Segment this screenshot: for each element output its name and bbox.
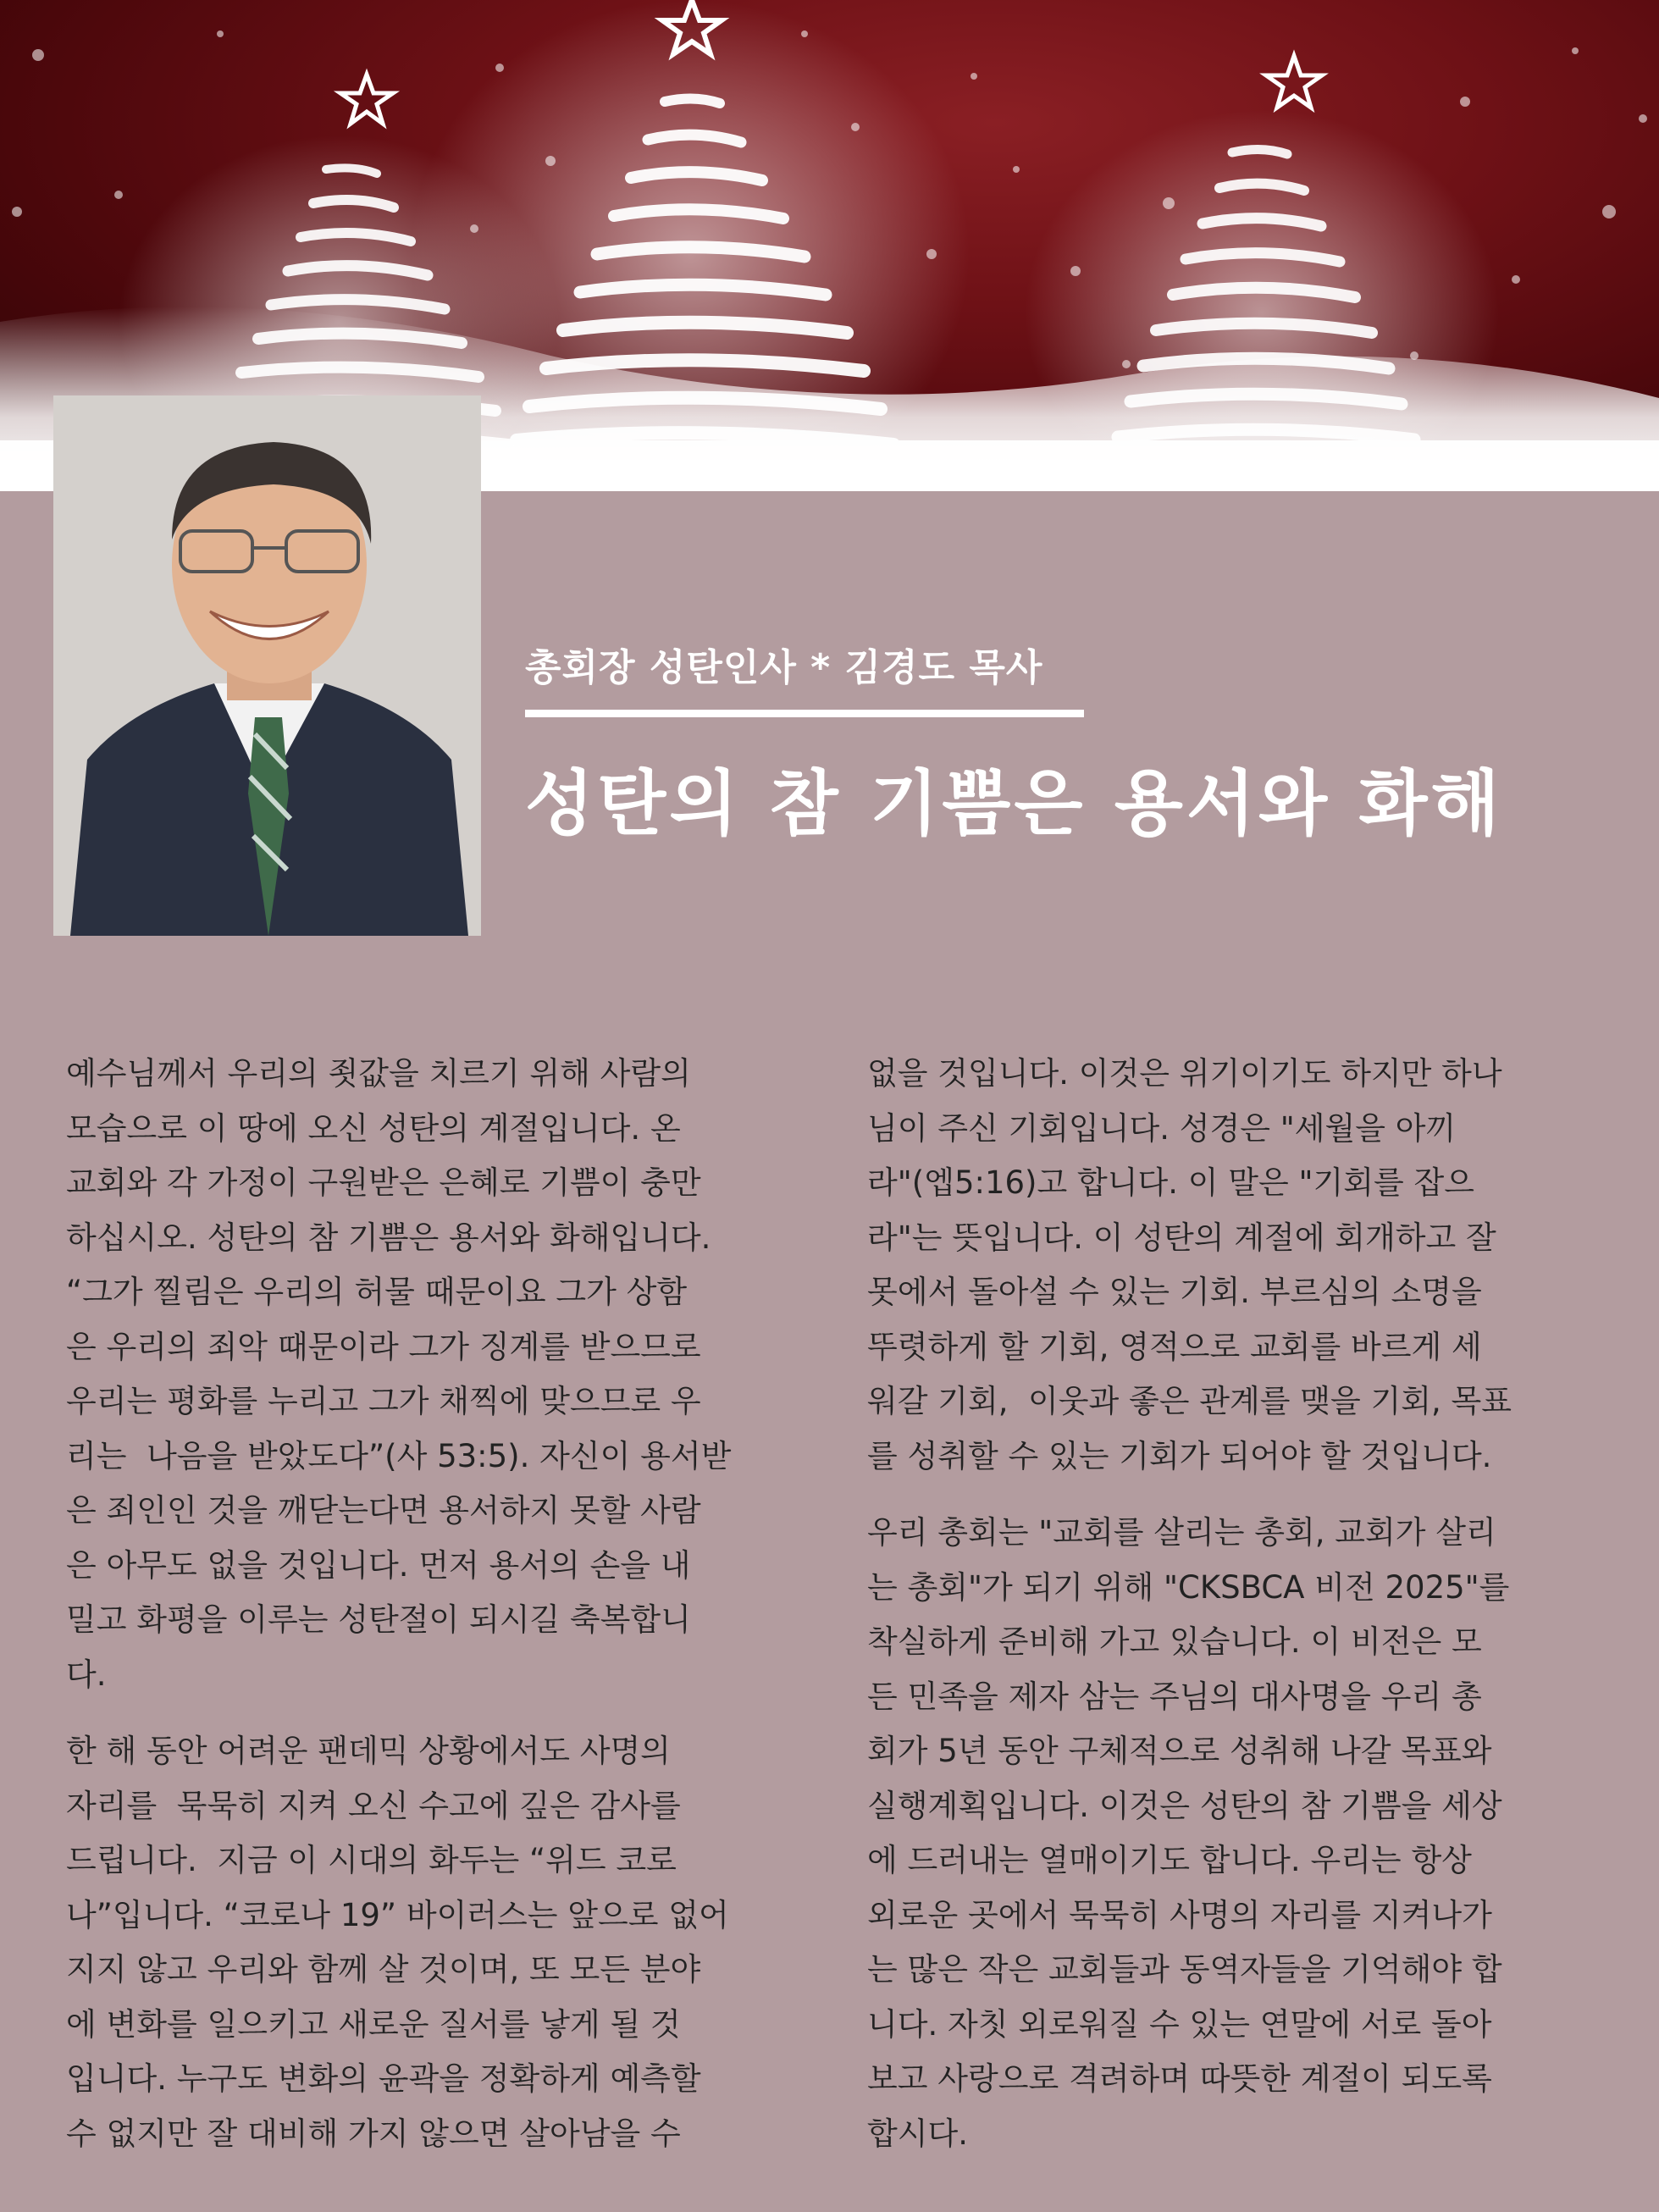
text-line: 은 죄인인 것을 깨닫는다면 용서하지 못할 사람 (66, 1492, 701, 1529)
text-line: 못에서 돌아설 수 있는 기회. 부르심의 소명을 (867, 1274, 1482, 1310)
text-line: “그가 찔림은 우리의 허물 때문이요 그가 상함 (66, 1274, 688, 1310)
text-line: 워갈 기회, 이웃과 좋은 관계를 맺을 기회, 목표 (867, 1383, 1512, 1419)
text-line: 드립니다. 지금 이 시대의 화두는 “위드 코로 (66, 1842, 677, 1878)
text-line: 합시다. (867, 2115, 968, 2152)
text-line: 회가 5년 동안 구체적으로 성취해 나갈 목표와 (867, 1733, 1492, 1769)
text-line: 한 해 동안 어려운 팬데믹 상황에서도 사명의 (66, 1733, 671, 1769)
text-line: 외로운 곳에서 묵묵히 사명의 자리를 지켜나가 (867, 1896, 1492, 1933)
paragraph-gap (867, 1484, 1629, 1506)
star-right-icon (1266, 56, 1322, 108)
text-line: 를 성취할 수 있는 기회가 되어야 할 것입니다. (867, 1437, 1492, 1474)
text-line: 실행계획입니다. 이것은 성탄의 참 기쁨을 세상 (867, 1787, 1502, 1824)
paragraph-gap (66, 1702, 828, 1724)
paragraph (66, 1047, 828, 1702)
text-line: 없을 것입니다. 이것은 위기이기도 하지만 하나 (867, 1055, 1502, 1092)
text-line: 은 우리의 죄악 때문이라 그가 징계를 받으므로 (66, 1328, 701, 1365)
text-line: 라"(엡5:16)고 합니다. 이 말은 "기회를 잡으 (867, 1164, 1474, 1201)
text-line: 지지 않고 우리와 함께 살 것이며, 또 모든 분야 (66, 1951, 701, 1988)
text-line: 은 아무도 없을 것입니다. 먼저 용서의 손을 내 (66, 1546, 691, 1584)
article-left-column (66, 1047, 828, 2161)
text-line: 밀고 화평을 이루는 성탄절이 되시길 축복합니 (66, 1601, 691, 1638)
text-line: 에 변화를 일으키고 새로운 질서를 낳게 될 것 (66, 2005, 681, 2043)
text-line: 우리는 평화를 누리고 그가 채찍에 맞으므로 우 (66, 1383, 701, 1419)
text-line: 든 민족을 제자 삼는 주님의 대사명을 우리 총 (867, 1678, 1482, 1715)
paragraph (66, 1724, 828, 2161)
text-line: 착실하게 준비해 가고 있습니다. 이 비전은 모 (867, 1623, 1482, 1660)
text-line: 다. (66, 1656, 107, 1693)
text-line: 니다. 자칫 외로워질 수 있는 연말에 서로 돌아 (867, 2005, 1492, 2043)
text-line: 하십시오. 성탄의 참 기쁨은 용서와 화해입니다. (66, 1219, 711, 1256)
author-portrait-photo (53, 395, 481, 936)
text-line: 수 없지만 잘 대비해 가지 않으면 살아남을 수 (66, 2115, 681, 2152)
text-line: 는 총회"가 되기 위해 "CKSBCA 비전 2025"를 (867, 1568, 1510, 1606)
text-line: 에 드러내는 열매이기도 합니다. 우리는 항상 (867, 1842, 1472, 1878)
title-divider (525, 710, 1084, 717)
text-line: 입니다. 누구도 변화의 윤곽을 정확하게 예측할 (66, 2060, 701, 2097)
text-line: 나”입니다. “코로나 19” 바이러스는 앞으로 없어 (66, 1896, 729, 1933)
paragraph (867, 1047, 1629, 1484)
text-line: 예수님께서 우리의 죗값을 치르기 위해 사람의 (66, 1055, 691, 1092)
text-line: 모습으로 이 땅에 오신 성탄의 계절입니다. 온 (66, 1109, 681, 1147)
text-line: 라"는 뜻입니다. 이 성탄의 계절에 회개하고 잘 (867, 1219, 1496, 1256)
paragraph (867, 1506, 1629, 2161)
text-line: 교회와 각 가정이 구원받은 은혜로 기쁨이 충만 (66, 1164, 701, 1201)
text-line: 뚜렷하게 할 기회, 영적으로 교회를 바르게 세 (867, 1328, 1482, 1365)
article-title: 성탄의 참 기쁨은 용서와 화해 (525, 762, 1503, 845)
text-line: 우리 총회는 "교회를 살리는 총회, 교회가 살리 (867, 1514, 1496, 1551)
author-greeting-subtitle: 총회장 성탄인사 * 김경도 목사 (525, 646, 1043, 689)
text-line: 자리를 묵묵히 지켜 오신 수고에 깊은 감사를 (66, 1787, 681, 1824)
article-right-column (867, 1047, 1629, 2161)
text-line: 님이 주신 기회입니다. 성경은 "세월을 아끼 (867, 1109, 1457, 1147)
text-line: 리는 나음을 받았도다”(사 53:5). 자신이 용서받 (66, 1437, 732, 1474)
text-line: 는 많은 작은 교회들과 동역자들을 기억해야 합 (867, 1951, 1502, 1988)
star-left-icon (340, 75, 393, 124)
text-line: 보고 사랑으로 격려하며 따뜻한 계절이 되도록 (867, 2060, 1492, 2097)
